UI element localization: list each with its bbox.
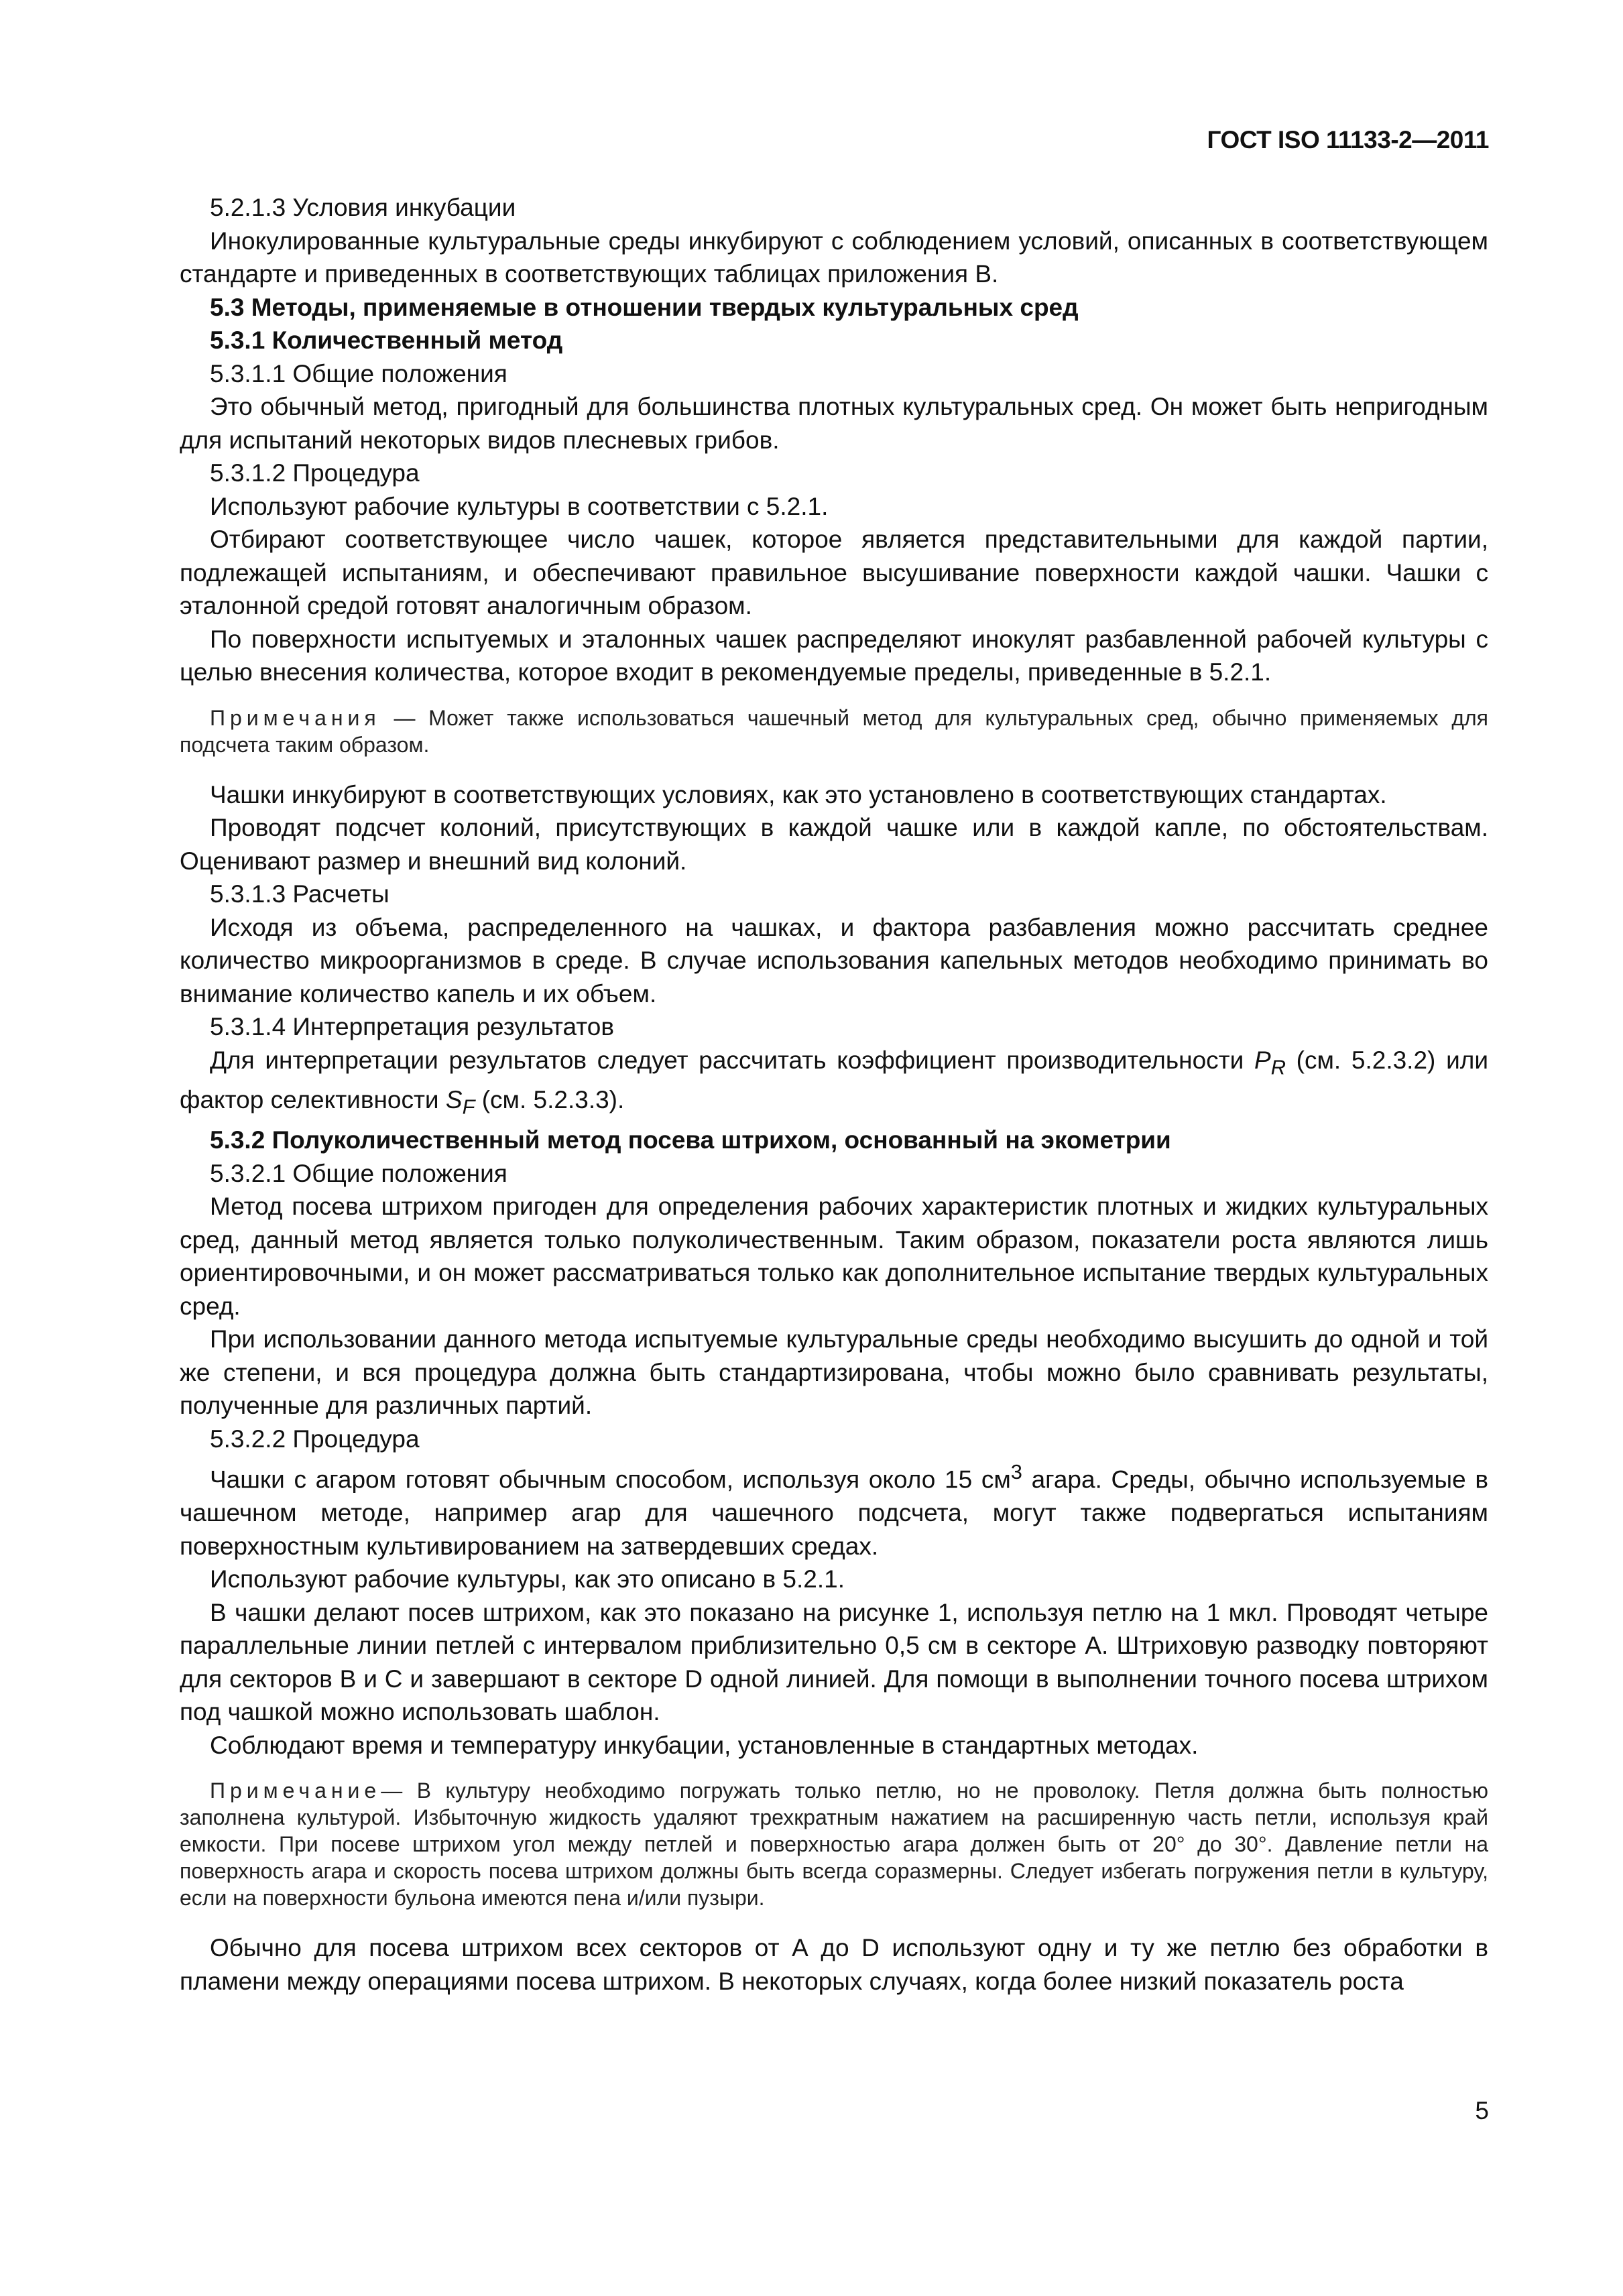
sf-symbol: S bbox=[445, 1086, 463, 1114]
pr-symbol: P bbox=[1254, 1046, 1271, 1074]
note-2 bbox=[180, 1777, 1488, 1911]
section-5312-paragraph-5: Проводят подсчет колоний, присутствующих в каждой чашке или в каждой капле, по обстоятельствам. Оценивают размер и внешний вид колоний. bbox=[180, 814, 1488, 875]
note-2-label: Примечание bbox=[210, 1778, 381, 1803]
section-5311-text: Это обычный метод, пригодный для большинства плотных культуральных сред. Он может быть непригодным для испытаний некоторых видов плесневых грибов. bbox=[180, 393, 1488, 454]
section-5322-paragraph-5: Обычно для посева штрихом всех секторов от А до D используют одну и ту же петлю без обработки в пламени между операциями посева штрихом. В некоторых случаях, когда более низкий показатель роста bbox=[180, 1934, 1488, 1995]
page-content bbox=[180, 191, 1488, 1998]
section-5314-text-part-1: Для интерпретации результатов следует рассчитать коэффициент производительности bbox=[210, 1046, 1254, 1074]
section-5322-paragraph-1-part-1: Чашки с агаром готовят обычным способом, используя около 15 см bbox=[210, 1465, 1011, 1494]
section-5322-paragraph-1 bbox=[180, 1455, 1488, 1563]
section-5322-paragraph-1-part-2: агара. Среды, обычно используемые в чашечном методе, например агар для чашечного подсчета, могут также подвергаться испытаниям поверхностным культивированием на затвердевших средах. bbox=[180, 1465, 1488, 1560]
section-5322-paragraph-3: В чашки делают посев штрихом, как это показано на рисунке 1, используя петлю на 1 мкл. Проводят четыре параллельные линии петлей с интервалом приблизительно 0,5 см в секторе А. Штриховую разводку повторяют для секторов В и С и завершают в секторе D одной линией. Для помощи в выполнении точного посева штрихом под чашкой можно использовать шаблон. bbox=[180, 1598, 1488, 1726]
section-5313-text: Исходя из объема, распределенного на чашках, и фактора разбавления можно рассчитать среднее количество микроорганизмов в среде. В случае использования капельных методов необходимо принимать во внимание количество капель и их объем. bbox=[180, 913, 1488, 1008]
section-5312-paragraph-1: Используют рабочие культуры в соответствии с 5.2.1. bbox=[210, 492, 829, 520]
cubic-superscript: 3 bbox=[1010, 1460, 1022, 1484]
section-5321-title: 5.3.2.1 Общие положения bbox=[210, 1159, 507, 1187]
section-5322-title: 5.3.2.2 Процедура bbox=[210, 1425, 420, 1453]
section-5312-paragraph-3: По поверхности испытуемых и эталонных чашек распределяют инокулят разбавленной рабочей культуры с целью внесения количества, которое входит в рекомендуемые пределы, приведенные в 5.2.1. bbox=[180, 625, 1488, 686]
section-5311-title: 5.3.1.1 Общие положения bbox=[210, 359, 507, 387]
section-5312-title: 5.3.1.2 Процедура bbox=[210, 459, 420, 487]
note-1-text: — Может также использоваться чашечный метод для культуральных сред, обычно применяемых для подсчета таким образом. bbox=[180, 705, 1488, 757]
section-5322-paragraph-2: Используют рабочие культуры, как это описано в 5.2.1. bbox=[210, 1565, 845, 1593]
section-5213-text: Инокулированные культуральные среды инкубируют с соблюдением условий, описанных в соответствующем стандарте и приведенных в соответствующих таблицах приложения В. bbox=[180, 227, 1488, 288]
standard-code-header: ГОСТ ISO 11133-2—2011 bbox=[1207, 126, 1489, 154]
section-5314-text bbox=[180, 1044, 1488, 1124]
section-5314-title: 5.3.1.4 Интерпретация результатов bbox=[210, 1013, 615, 1040]
pr-subscript: R bbox=[1270, 1054, 1286, 1079]
section-5314-text-part-3: (см. 5.2.3.3). bbox=[475, 1086, 625, 1114]
section-5322-paragraph-4: Соблюдают время и температуру инкубации, установленные в стандартных методах. bbox=[210, 1731, 1199, 1759]
note-2-text: — В культуру необходимо погружать только петлю, но не проволоку. Петля должна быть полностью заполнена культурой. Избыточную жидкость удаляют трехкратным нажатием на расширенную часть петли, используя край емкости. При посеве штрихом угол между петлей и поверхностью агара должен быть от 20° до 30°. Давление петли на поверхность агара и скорость посева штрихом должны быть всегда соразмерны. Следует избегать погружения петли в культуру, если на поверхности бульона имеются пена и/или пузыри. bbox=[180, 1778, 1488, 1911]
section-5312-paragraph-4: Чашки инкубируют в соответствующих условиях, как это установлено в соответствующих стандартах. bbox=[210, 780, 1387, 808]
section-5314-text-part-2: (см. 5.2.3.2) или фактор селективности bbox=[180, 1046, 1488, 1114]
page-number: 5 bbox=[1475, 2097, 1489, 2124]
section-5321-paragraph-2: При использовании данного метода испытуемые культуральные среды необходимо высушить до одной и той же степени, и вся процедура должна быть стандартизирована, чтобы можно было сравнивать результаты, полученные для различных партий. bbox=[180, 1325, 1488, 1420]
section-5312-paragraph-2: Отбирают соответствующее число чашек, которое является представительными для каждой партии, подлежащей испытаниям, и обеспечивают правильное высушивание поверхности каждой чашки. Чашки с эталонной средой готовят аналогичным образом. bbox=[180, 526, 1488, 619]
section-5213-title: 5.2.1.3 Условия инкубации bbox=[210, 194, 516, 221]
section-531-heading: 5.3.1 Количественный метод bbox=[210, 326, 563, 354]
section-5321-paragraph-1: Метод посева штрихом пригоден для определения рабочих характеристик плотных и жидких культуральных сред, данный метод является только полуколичественным. Таким образом, показатели роста являются лишь ориентировочными, и он может рассматриваться только как дополнительное испытание твердых культуральных сред. bbox=[180, 1193, 1488, 1320]
section-532-heading: 5.3.2 Полуколичественный метод посева штрихом, основанный на экометрии bbox=[210, 1126, 1171, 1154]
note-1-label: Примечания bbox=[210, 705, 381, 730]
section-5313-title: 5.3.1.3 Расчеты bbox=[210, 880, 389, 908]
note-1 bbox=[180, 705, 1488, 758]
sf-subscript: F bbox=[462, 1095, 475, 1119]
section-53-heading: 5.3 Методы, применяемые в отношении твердых культуральных сред bbox=[210, 293, 1079, 321]
